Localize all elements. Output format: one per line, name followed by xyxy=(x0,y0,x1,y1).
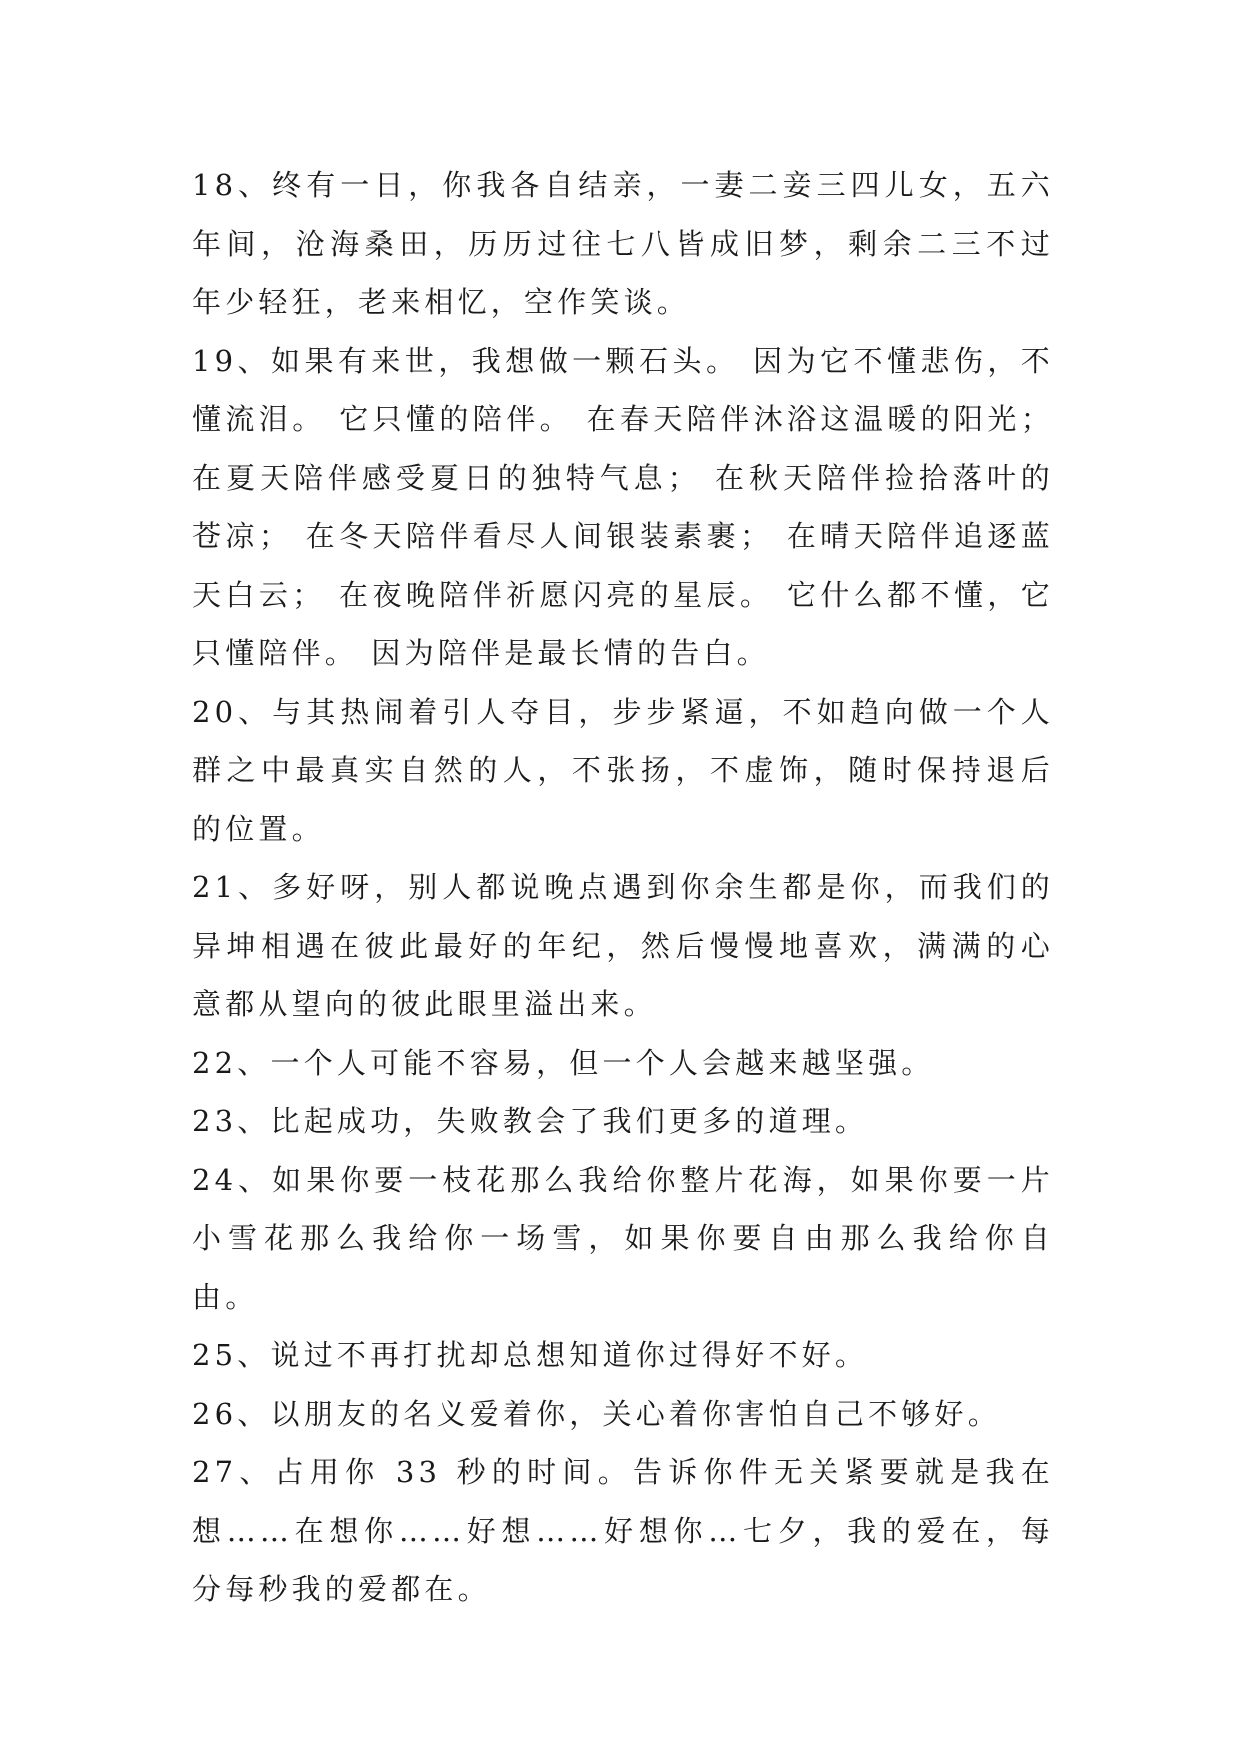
paragraph-24: 24、如果你要一枝花那么我给你整片花海，如果你要一片小雪花那么我给你一场雪，如果你要自由那么我给你自由。 xyxy=(192,1162,1054,1314)
paragraph-25: 25、说过不再打扰却总想知道你过得好不好。 xyxy=(192,1338,869,1372)
paragraph-22: 22、一个人可能不容易，但一个人会越来越坚强。 xyxy=(192,1045,935,1080)
paragraph-21: 21、多好呀，别人都说晚点遇到你余生都是你，而我们的异坤相遇在彼此最好的年纪，然后慢慢地喜欢，满满的心意都从望向的彼此眼里溢出来。 xyxy=(192,870,1054,1021)
paragraph-20: 20、与其热闹着引人夺目，步步紧逼，不如趋向做一个人群之中最真实自然的人，不张扬，不虚饰，随时保持退后的位置。 xyxy=(192,694,1054,846)
paragraph-27: 27、占用你 33 秒的时间。告诉你件无关紧要就是我在想……在想你……好想……好想你…七夕，我的爱在，每分每秒我的爱都在。 xyxy=(192,1455,1054,1606)
paragraph-23: 23、比起成功，失败教会了我们更多的道理。 xyxy=(192,1104,869,1138)
paragraph-19: 19、如果有来世，我想做一颗石头。 因为它不懂悲伤，不懂流泪。 它只懂的陪伴。 在春天陪伴沐浴这温暖的阳光；在夏天陪伴感受夏日的独特气息； 在秋天陪伴捡拾落叶的苍凉； 在冬天陪伴看尽人间银装素裹； 在晴天陪伴追逐蓝天白云； 在夜晚陪伴祈愿闪亮的星辰。 它什么都不懂，它只懂陪伴。 因为陪伴是最长情的告白。 xyxy=(192,343,1054,670)
paragraph-18: 18、终有一日，你我各自结亲，一妻二妾三四儿女，五六年间，沧海桑田，历历过往七八皆成旧梦，剩余二三不过年少轻狂，老来相忆，空作笑谈。 xyxy=(192,168,1054,319)
document-body xyxy=(192,156,1054,1619)
paragraph-26: 26、以朋友的名义爱着你，关心着你害怕自己不够好。 xyxy=(192,1396,1001,1431)
